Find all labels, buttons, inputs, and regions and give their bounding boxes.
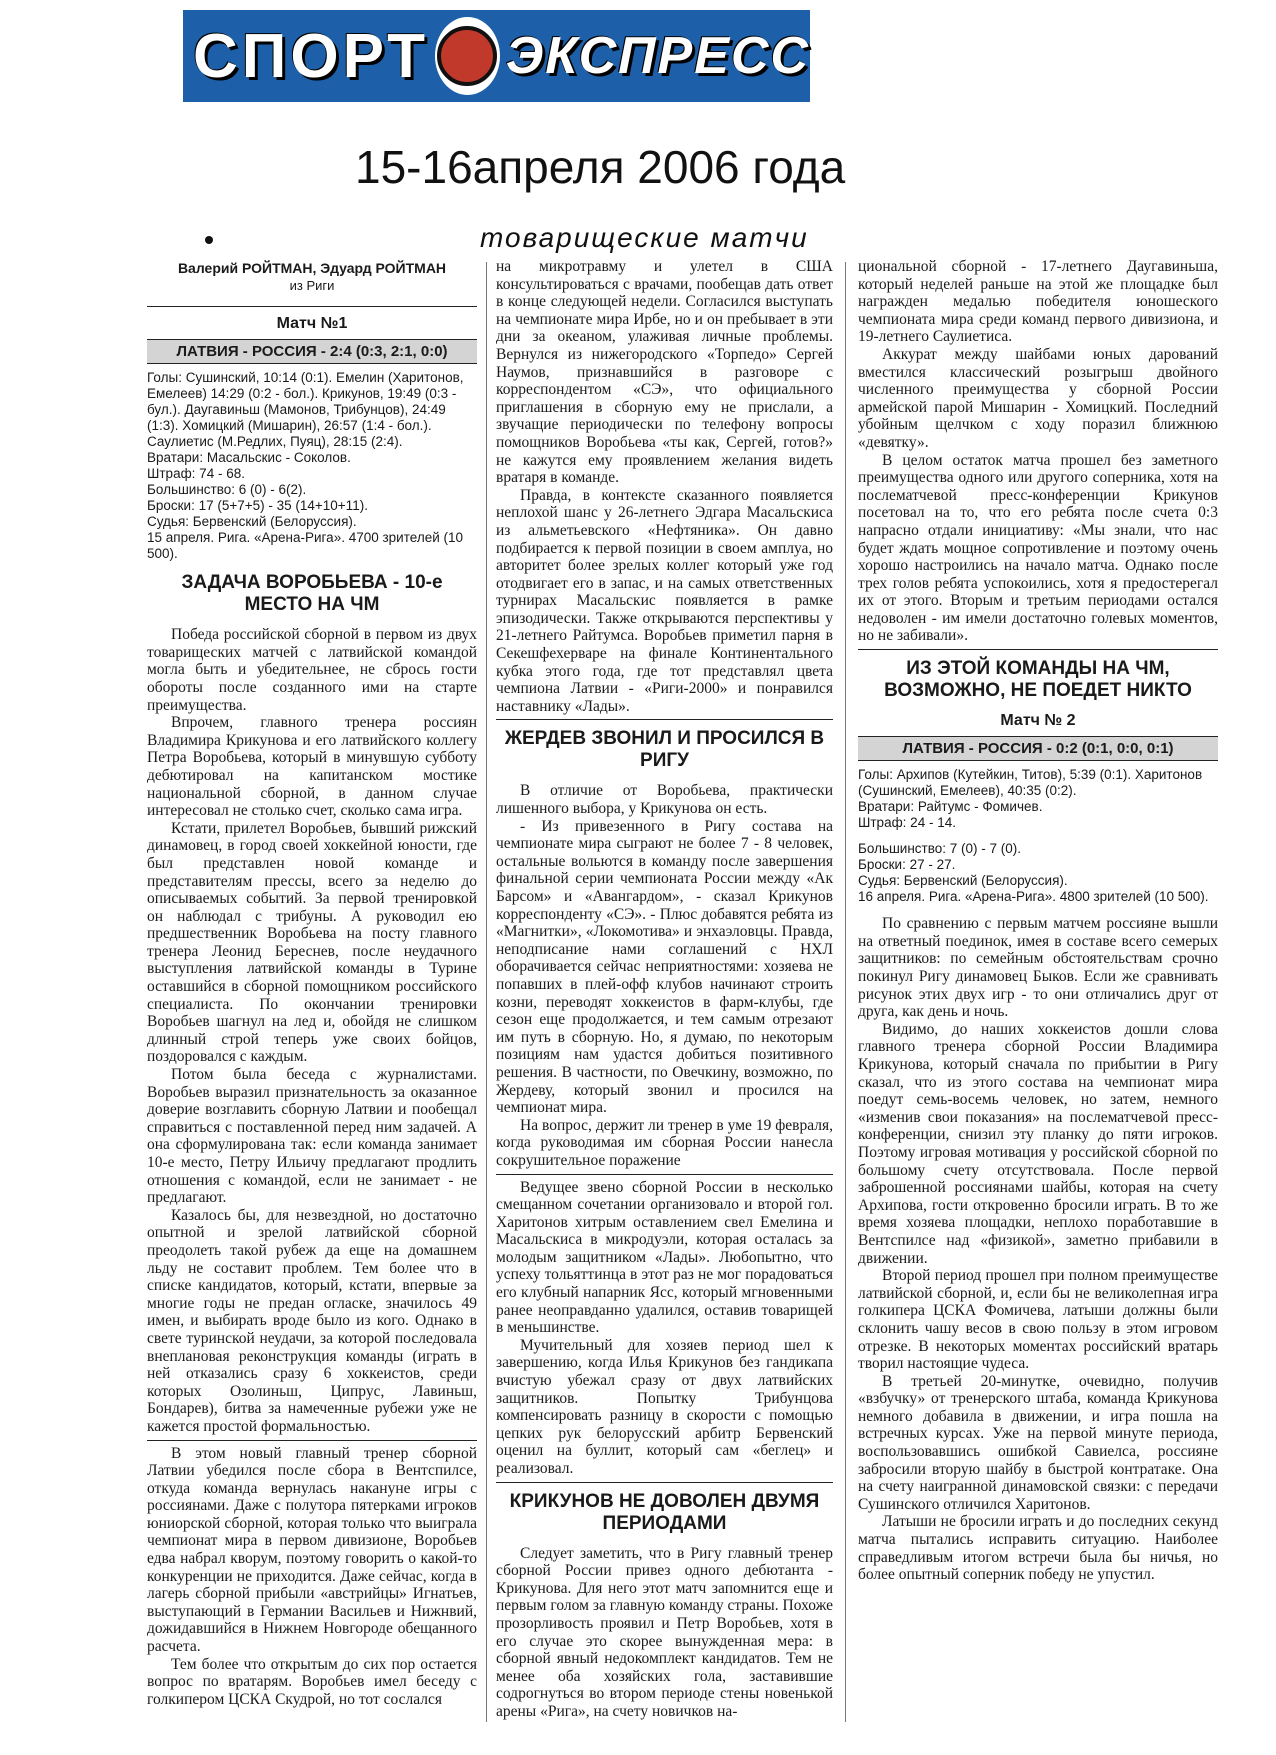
paragraph: Победа российской сборной в первом из двух товарищеских матчей с латвийской командой могла быть и убедительнее, не сбрось гости обороты после созданного ими на старте преимущества. xyxy=(147,626,477,714)
match-2-label: Матч № 2 xyxy=(1000,712,1076,730)
masthead-express: ЭКСПРЕСС xyxy=(505,27,810,85)
paragraph: Потом была беседа с журналистами. Воробьев выразил признательность за оказанное доверие возглавить сборную Латвии и пообещал справиться с поставленной перед ним задачей. А она сформулирована так: если команда занимает 10-е место, Петру Ильичу предлагают продлить отношения с командой, если не занимает - не предлагают. xyxy=(147,1066,477,1207)
match-2-score: ЛАТВИЯ - РОССИЯ - 0:2 (0:1, 0:0, 0:1) xyxy=(858,736,1218,762)
paragraph: В этом новый главный тренер сборной Латвии убедился после сбора в Вентспилсе, откуда команда вернулась накануне игры с россиянами. Даже с полутора пятерками игроков юниорской сборной, которая только что выиграла чемпионат мира в первом дивизионе, Воробьев едва набрал кворум, поэтому говорить о какой-то конкуренции не приходится. Даже сейчас, когда в лагерь сборной прибыли «австрийцы» Игнатьев, выступающий в Германии Васильев и Нижнвий, дожидавшийся в Нижнем Новгороде обещанного расчета. xyxy=(147,1444,477,1656)
paragraph: Казалось бы, для незвездной, но достаточно опытной и зрелой латвийской сборной преодолеть такой рубеж да еще на домашнем льду не составит проблем. Тем более что в списке кандидатов, который, кстати, впервые за многие годы не предан огласке, значилось 49 имен, и выбирать вроде было из кого. Однако в свете туринской неудачи, за которой последовала внеплановая реконструкция команды (играть в ней отказались сразу 6 хоккеистов, среди которых Озолиньш, Ципрус, Лавиньш, Бондарев), битва за намеченные рубежи уже не кажется простой формальностью. xyxy=(147,1206,477,1435)
paragraph-separator xyxy=(147,1440,477,1441)
paragraph: Второй период прошел при полном преимуществе латвийской сборной, и, если бы не великолепная игра голкипера ЦСКА Фомичева, латыши должны были склонить чашу весов в свою пользу в этом игровом отрезке. В некоторых моментах российский вратарь творил настоящие чудеса. xyxy=(858,1267,1218,1373)
column-1 xyxy=(147,260,477,1708)
match-1-shots: Броски: 17 (5+7+5) - 35 (14+10+11). xyxy=(147,498,368,514)
match-1-referee: Судья: Бервенский (Белоруссия). xyxy=(147,514,357,530)
section-separator xyxy=(496,1482,833,1483)
match-2-stats xyxy=(858,767,1218,905)
masthead-logo xyxy=(183,10,810,102)
section-separator xyxy=(496,719,833,720)
match-1-goalies: Вратари: Масальскис - Соколов. xyxy=(147,450,351,466)
match-1-score: ЛАТВИЯ - РОССИЯ - 2:4 (0:3, 2:1, 0:0) xyxy=(147,339,477,365)
paragraph: Ведущее звено сборной России в несколько смещанном сочетании организовало и второй гол. Харитонов хитрым оставлением свел Емелина и Масальскиса в микродуэли, которая осталась за молодым защитником «Лады». Любопытно, что успеху тольяттинца в этот раз не мог порадоваться его клубный напарник Ясс, который мгновенными ранее неоправданно удалился, оставив товарищей в меньшинстве. xyxy=(496,1178,833,1337)
issue-date: 15-16апреля 2006 года xyxy=(355,141,846,193)
match-2-goalies: Вратари: Райтумс - Фомичев. xyxy=(858,799,1043,815)
paragraph: Правда, в контексте сказанного появляется неплохой шанс у 26-летнего Эдгара Масальскиса из альметьевского «Нефтяника». Он давно подбирается к первой позиции в своем амплуа, но авторитет более зрелых коллег который уже год отодвигает его в запас, и на самых ответственных турнирах Масальскис появляется в рамке эпизодически. Также открываются перспективы у 21-летнего Райтумса. Воробьев приметил парня в Секешфехерваре на финале Континентального кубка этого года, где тот представлял цвета чемпиона Латвии - «Риги-2000» и понравился наставнику «Лады». xyxy=(496,486,833,715)
match-2-shots: Броски: 27 - 27. xyxy=(858,857,956,873)
match-2-powerplay: Большинство: 7 (0) - 7 (0). xyxy=(858,841,1022,857)
headline-zherdev: ЖЕРДЕВ ЗВОНИЛ И ПРОСИЛСЯ В РИГУ xyxy=(504,728,825,772)
section-separator xyxy=(858,649,1218,650)
paragraph: Латыши не бросили играть и до последних секунд матча пытались исправить ситуацию. Наиболее справедливым итогом встречи была бы ничья, но более опытный соперник победу не упустил. xyxy=(858,1513,1218,1584)
column-divider xyxy=(486,262,487,1722)
match-1-label: Матч №1 xyxy=(147,306,477,333)
column-3 xyxy=(858,258,1218,1584)
headline-vorobyov-task: ЗАДАЧА ВОРОБЬЕВА - 10-е МЕСТО НА ЧМ xyxy=(181,572,443,616)
paragraph: Мучительный для хозяев период шел к завершению, когда Илья Крикунов без гандикапа вчистую убежал сразу от двух латвийских защитников. Попытку Трибунцова компенсировать разницу в скорости с помощью цепких рук белорусский арбитр Бервенский оценил на буллит, который сам «беглец» и реализовал. xyxy=(496,1336,833,1477)
paragraph-separator xyxy=(496,1174,833,1175)
rooster-emblem-icon xyxy=(435,17,500,95)
paragraph: - Из привезенного в Ригу состава на чемпионате мира сыграют не более 7 - 8 человек, остальные вольются в команду после завершения финальной серии чемпионата России между «Ак Барсом» и «Авангардом», - сказал Крикунов корреспонденту «СЭ». - Плюс добавятся ребята из «Магнитки», «Локомотива» и энхаэловцы. Правда, неподписание нами соглашений с НХЛ оборачивается сейчас неприятностями: хозяева не попавших в плей-офф клубов начинают строить козни, переводят хоккеистов в фарм-клубы, где сезон еще продолжается, и тем самым отрезают им путь в сборную. Но, я думаю, по некоторым позициям нам удастся добиться позитивного решения. В частности, по Овечкину, возможно, по Жердеву, который звонил и просился на чемпионат мира. xyxy=(496,817,833,1117)
paragraph: В отличие от Воробьева, практически лишенного выбора, у Крикунова он есть. xyxy=(496,782,833,818)
headline-no-one-to-wc: ИЗ ЭТОЙ КОМАНДЫ НА ЧМ, ВОЗМОЖНО, НЕ ПОЕДЕТ НИКТО xyxy=(884,658,1192,702)
byline-authors: Валерий РОЙТМАН, Эдуард РОЙТМАН xyxy=(177,260,447,276)
column-2 xyxy=(496,258,833,1721)
match-1-goals: Голы: Сушинский, 10:14 (0:1). Емелин (Харитонов, Емелеев) 14:29 (0:2 - бол.). Крикунов, 19:49 (0:3 - бул.). Даугавиньш (Мамонов, Трибунцов), 24:49 (1:3). Хомицкий (Мишарин), 26:57 (1:4 - бол.). Саулиетис (М.Редлих, Пуяц), 28:15 (2:4). xyxy=(147,370,464,450)
paragraph: Видимо, до наших хоккеистов дошли слова главного тренера сборной России Владимира Крикунова, который сначала по прибытии в Ригу сказал, что из этого состава на чемпионат мира поедут семь-восемь человек, но затем, немного «изменив свои показания» на послематчевой пресс-конференции, снизил эту планку до пяти игроков. Поэтому игровая мотивация у российской сборной по большому счету отсутствовала. После первой заброшенной россиянами шайбы, которая на счету Архипова, гости откровенно бросили играть. В то же время хозяева площадки, неплохо поработавшие в Вентспилсе над «физикой», заметно прибавили в движении. xyxy=(858,1020,1218,1267)
headline-krikunov: КРИКУНОВ НЕ ДОВОЛЕН ДВУМЯ ПЕРИОДАМИ xyxy=(509,1490,820,1534)
paragraph: Кстати, прилетел Воробьев, бывший рижский динамовец, в город своей хоккейной юности, где был представлен новой команде и представителям прессы, всего за неделю до описываемых событий. За первой тренировкой он наблюдал с трибуны. А руководил ею предшественник Воробьева на посту главного тренера Леонид Береснев, после неудачного выступления латвийской команды в Турине оставшийся в сборной помощником российского специалиста. По окончании тренировки Воробьев шагнул на лед и, обойдя не слишком длинный строй теперь уже своих бойцов, поздоровался с каждым. xyxy=(147,819,477,1066)
match-2-referee: Судья: Бервенский (Белоруссия). xyxy=(858,873,1068,889)
paragraph: циональной сборной - 17-летнего Даугавиньша, который неделей раньше на этой же площадке был награжден медалью победителя юношеского чемпионата мира среди команд первого дивизиона, и 19-летнего Саулиетиса. xyxy=(858,258,1218,346)
match-2-penalty: Штраф: 24 - 14. xyxy=(858,815,956,831)
byline-location: из Риги xyxy=(289,278,335,293)
masthead-sport: СПОРТ xyxy=(193,21,429,91)
paragraph: В третьей 20-минутке, очевидно, получив «взбучку» от тренерского штаба, команда Крикунова немного добавила в движении, и игра пошла на встречных курсах. Уже на первой минуте периода, воспользовавшись ошибкой Савиелса, россияне забросили вторую шайбу в быстрой контратаке. Она на счету наигранной динамовской связки: с передачи Сушинского отличился Харитонов. xyxy=(858,1372,1218,1513)
match-1-penalty: Штраф: 74 - 68. xyxy=(147,466,245,482)
match-2-goals: Голы: Архипов (Кутейкин, Титов), 5:39 (0:1). Харитонов (Сушинский, Емелеев), 40:35 (0:2). xyxy=(858,767,1203,799)
paragraph: Тем более что открытым до сих пор остается вопрос по вратарям. Воробьев имел беседу с голкипером ЦСКА Скудрой, но тот сослался xyxy=(147,1655,477,1708)
match-2-venue: 16 апреля. Рига. «Арена-Рига». 4800 зрителей (10 500). xyxy=(858,889,1209,905)
match-1-stats xyxy=(147,370,477,562)
paragraph: Аккурат между шайбами юных дарований вместился классический розыгрыш двойного численного преимущества у сборной России армейской парой Мишарин - Хомицкий. Последний убойным щелчком с ходу поразил ближнюю «девятку». xyxy=(858,345,1218,451)
match-1-powerplay: Большинство: 6 (0) - 6(2). xyxy=(147,482,307,498)
paragraph: На вопрос, держит ли тренер в уме 19 февраля, когда руководимая им сборная России нанесла сокрушительное поражение xyxy=(496,1116,833,1169)
bullet-dot-icon xyxy=(205,236,213,244)
paragraph: на микротравму и улетел в США консультироваться с врачами, пообещав дать ответ в конце следующей недели. Согласился выступать на чемпионате мира Ирбе, но и он пребывает в эти дни за океаном, улаживая личные проблемы. Вернулся из нижегородского «Торпедо» Сергей Наумов, признавшийся в разговоре с корреспондентом «СЭ», что официального приглашения в сборную ему не прислали, а звучащие периодически по телефону вопросы помощников Воробьева «ты как, Сергей, готов?» не кажутся ему проявлением желания видеть вратаря в команде. xyxy=(496,258,833,487)
column-divider xyxy=(845,262,846,1722)
paragraph: По сравнению с первым матчем россияне вышли на ответный поединок, имея в составе всего семерых защитников: по семейным обстоятельствам срочно покинул Ригу динамовец Быков. Если же сравнивать рисунок этих двух игр - то они отличались друг от друга, как день и ночь. xyxy=(858,915,1218,1021)
paragraph: В целом остаток матча прошел без заметного преимущества одного или другого соперника, хотя на послематчевой пресс-конференции Крикунов посетовал на то, что его ребята после счета 0:3 напрасно отдали инициативу: «Мы знали, что нас будет ждать мощное сопротивление и поэтому очень хорошо настроились на начало матча. Однако после трех голов ребята успокоились, хотя я предостерегал их от этого. Вторым и третьим периодами остался недоволен - им имели достаточно голевых моментов, но не забивали». xyxy=(858,451,1218,645)
paragraph: Впрочем, главного тренера россиян Владимира Крикунова и его латвийского коллегу Петра Воробьева, который в минувшую субботу дебютировал на капитанском мостике национальной сборной, в данном случае интересовал не столько счет, сколько сама игра. xyxy=(147,714,477,820)
match-1-venue: 15 апреля. Рига. «Арена-Рига». 4700 зрителей (10 500). xyxy=(147,530,464,562)
rubric-title: товарищеские матчи xyxy=(480,222,809,253)
paragraph: Следует заметить, что в Ригу главный тренер сборной России привез одного дебютанта - Крикунова. Для него этот матч запомнится еще и первым голом за главную команду страны. Похоже прозорливость проявил и Петр Воробьев, хотя в его случае это скорее вынужденная мера: в сборной явный недокомплект кандидатов. Тем не менее оба хозяйских гола, заставившие содрогнуться во втором периоде стены новенькой арены «Рига», на счету новичков на- xyxy=(496,1544,833,1720)
